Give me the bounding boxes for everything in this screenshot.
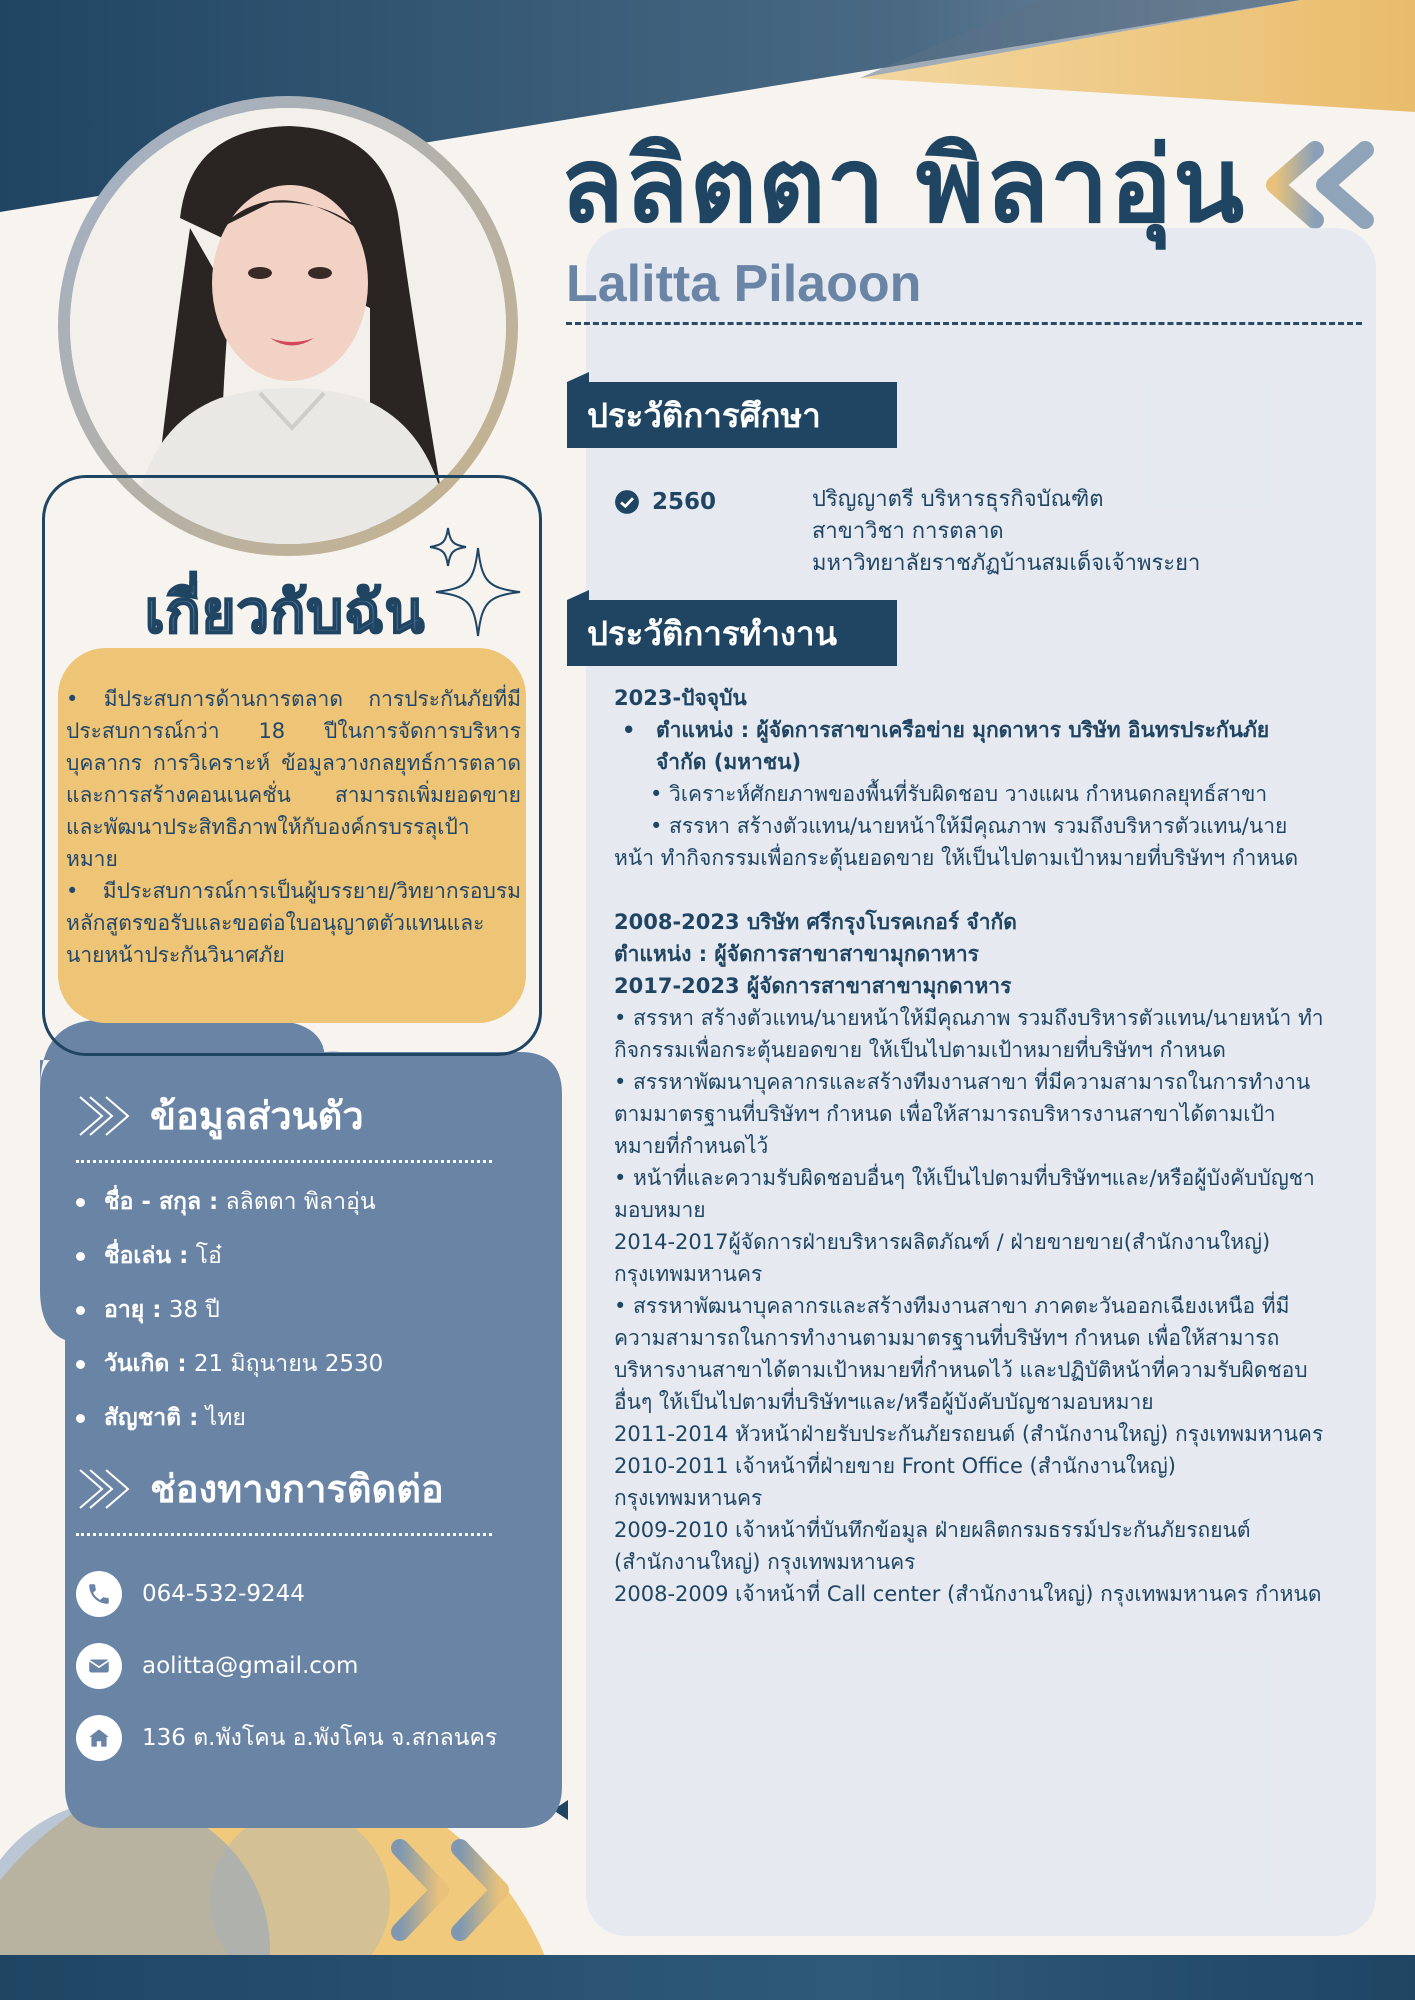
work-heading <box>567 600 897 666</box>
work-period-line: 2017-2023 ผู้จัดการสาขาสาขามุกดาหาร <box>614 974 1012 998</box>
list-item <box>76 1347 496 1401</box>
work-detail: • สรรหา สร้างตัวแทน/นายหน้าให้มีคุณภาพ รวมถึงบริหารตัวแทน/นายหน้า ทำกิจกรรมเพื่อกระตุ้นยอดขาย ให้เป็นไปตามเป้าหมายที่บริษัทฯ กำหนด <box>614 1006 1324 1062</box>
item-value: โอ๋ <box>188 1243 222 1269</box>
education-line: มหาวิทยาลัยราชภัฏบ้านสมเด็จเจ้าพระยา <box>812 551 1201 576</box>
list-item <box>76 1293 496 1347</box>
phone-icon <box>76 1571 122 1617</box>
work-detail: • สรรหาพัฒนาบุคลากรและสร้างทีมงานสาขา ภาคตะวันออกเฉียงเหนือ ที่มีความสามารถในการทำงานตามมาตรฐานที่บริษัทฯ กำหนด เพื่อให้สามารถบริหารงานสาขาได้ตามเป้าหมายที่กำหนดไว้ และปฏิบัติหน้าที่ความรับผิดชอบอื่นๆ ให้เป็นไปตามที่บริษัทฯและ/หรือผู้บังคับบัญชามอบหมาย <box>614 1294 1308 1414</box>
item-label: สัญชาติ : <box>104 1405 199 1431</box>
list-item <box>76 1185 496 1239</box>
about-paragraph: • มีประสบการด้านการตลาด การประกันภัยที่มีประสบการณ์กว่า 18 ปีในการจัดการบริหารบุคลากร การวิเคราะห์ ข้อมูลวางกลยุทธ์การตลาดและการสร้างคอนเนคชั่น สามารถเพิ่มยอดขายและพัฒนาประสิทธิภาพให้กับองค์กรบรรลุเป้าหมาย <box>66 687 521 871</box>
address-text: 136 ต.พังโคน อ.พังโคน จ.สกลนคร <box>142 1725 498 1751</box>
education-year-group <box>614 489 716 515</box>
list-item <box>76 1239 496 1293</box>
item-value: ไทย <box>198 1405 246 1431</box>
divider <box>76 1160 492 1163</box>
personal-section <box>76 1085 496 1449</box>
contact-email[interactable] <box>76 1630 516 1702</box>
contact-title: ช่องทางการติดต่อ <box>150 1469 444 1511</box>
email-text: aolitta@gmail.com <box>142 1653 359 1679</box>
item-label: วันเกิด : <box>104 1351 187 1377</box>
work-detail: 2008-2009 เจ้าหน้าที่ Call center (สำนักงานใหญ่) กรุงเทพมหานคร กำหนด <box>614 1582 1322 1606</box>
education-line: ปริญญาตรี บริหารธุรกิจบัณฑิต <box>812 487 1104 512</box>
work-detail: • สรรหาพัฒนาบุคลากรและสร้างทีมงานสาขา ที่มีความสามารถในการทำงานตามมาตรฐานที่บริษัทฯ กำหนด เพื่อให้สามารถบริหารงานสาขาได้ตามเป้าหมายที่กำหนดไว้ <box>614 1070 1311 1158</box>
work-detail: 2010-2011 เจ้าหน้าที่ฝ่ายขาย Front Office (สำนักงานใหญ่) กรุงเทพมหานคร <box>614 1454 1176 1510</box>
work-position: • ตำแหน่ง : ผู้จัดการสาขาเครือข่าย มุกดาหาร บริษัท อินทรประกันภัย จำกัด (มหาชน) <box>622 718 1270 774</box>
work-duty: • สรรหา สร้างตัวแทน/นายหน้าให้มีคุณภาพ รวมถึงบริหารตัวแทน/นายหน้า ทำกิจกรรมเพื่อกระตุ้นยอดขาย ให้เป็นไปตามเป้าหมายที่บริษัทฯ กำหนด <box>614 814 1299 870</box>
double-chevron-icon <box>76 1464 142 1514</box>
education-heading <box>567 382 897 448</box>
work-company: 2008-2023 บริษัท ศรีกรุงโบรคเกอร์ จำกัด <box>614 910 1017 934</box>
name-divider <box>566 322 1362 325</box>
contact-header <box>76 1458 516 1519</box>
education-title: ประวัติการศึกษา <box>587 395 821 435</box>
work-detail: 2009-2010 เจ้าหน้าที่บันทึกข้อมูล ฝ่ายผลิตกรมธรรม์ประกันภัยรถยนต์ (สำนักงานใหญ่) กรุงเทพมหานคร <box>614 1518 1251 1574</box>
work-detail: 2014-2017ผู้จัดการฝ่ายบริหารผลิตภัณฑ์ / ฝ่ายขายขาย(สำนักงานใหญ่) กรุงเทพมหานคร <box>614 1230 1271 1286</box>
contact-list <box>76 1558 516 1774</box>
about-title: เกี่ยวกับฉัน <box>144 580 426 645</box>
item-label: ชื่อเล่น : <box>104 1243 189 1269</box>
personal-title: ข้อมูลส่วนตัว <box>150 1096 364 1138</box>
item-label: อายุ : <box>104 1297 162 1323</box>
about-text <box>66 683 521 971</box>
work-history <box>614 682 1326 1610</box>
check-circle-icon <box>614 489 640 515</box>
spacer <box>614 874 1326 906</box>
work-period: 2023-ปัจจุบัน <box>614 686 747 710</box>
contact-section <box>76 1458 516 1774</box>
work-title: ประวัติการทำงาน <box>587 613 838 653</box>
item-value: 38 ปี <box>161 1297 220 1323</box>
mail-icon <box>76 1643 122 1689</box>
name-english: Lalitta Pilaoon <box>566 255 922 313</box>
list-item <box>76 1401 496 1449</box>
home-icon <box>76 1715 122 1761</box>
divider <box>76 1533 492 1536</box>
contact-address <box>76 1702 516 1774</box>
education-year: 2560 <box>652 489 717 515</box>
work-detail: 2011-2014 หัวหน้าฝ่ายรับประกันภัยรถยนต์ (สำนักงานใหญ่) กรุงเทพมหานคร <box>614 1422 1324 1446</box>
work-duty: • วิเคราะห์ศักยภาพของพื้นที่รับผิดชอบ วางแผน กำหนดกลยุทธ์สาขา <box>650 782 1268 806</box>
phone-text: 064-532-9244 <box>142 1581 305 1607</box>
name-thai: ลลิตตา พิลาอุ่น <box>560 128 1246 244</box>
work-position-line: ตำแหน่ง : ผู้จัดการสาขาสาขามุกดาหาร <box>614 942 979 966</box>
contact-phone[interactable] <box>76 1558 516 1630</box>
about-paragraph: • มีประสบการณ์การเป็นผู้บรรยาย/วิทยากรอบรมหลักสูตรขอรับและขอต่อใบอนุญาตตัวแทนและนายหน้าประกันวินาศภัย <box>66 879 521 967</box>
education-details <box>812 484 1332 580</box>
personal-list <box>76 1185 496 1449</box>
education-line: สาขาวิชา การตลาด <box>812 519 1004 544</box>
personal-header <box>76 1085 496 1146</box>
item-label: ชื่อ - สกุล : <box>104 1189 219 1215</box>
item-value: 21 มิถุนายน 2530 <box>186 1351 384 1377</box>
item-value: ลลิตตา พิลาอุ่น <box>218 1189 376 1215</box>
work-detail: • หน้าที่และความรับผิดชอบอื่นๆ ให้เป็นไปตามที่บริษัทฯและ/หรือผู้บังคับบัญชามอบหมาย <box>614 1166 1315 1222</box>
bottom-bar <box>0 1955 1415 2000</box>
double-chevron-icon <box>76 1091 142 1141</box>
